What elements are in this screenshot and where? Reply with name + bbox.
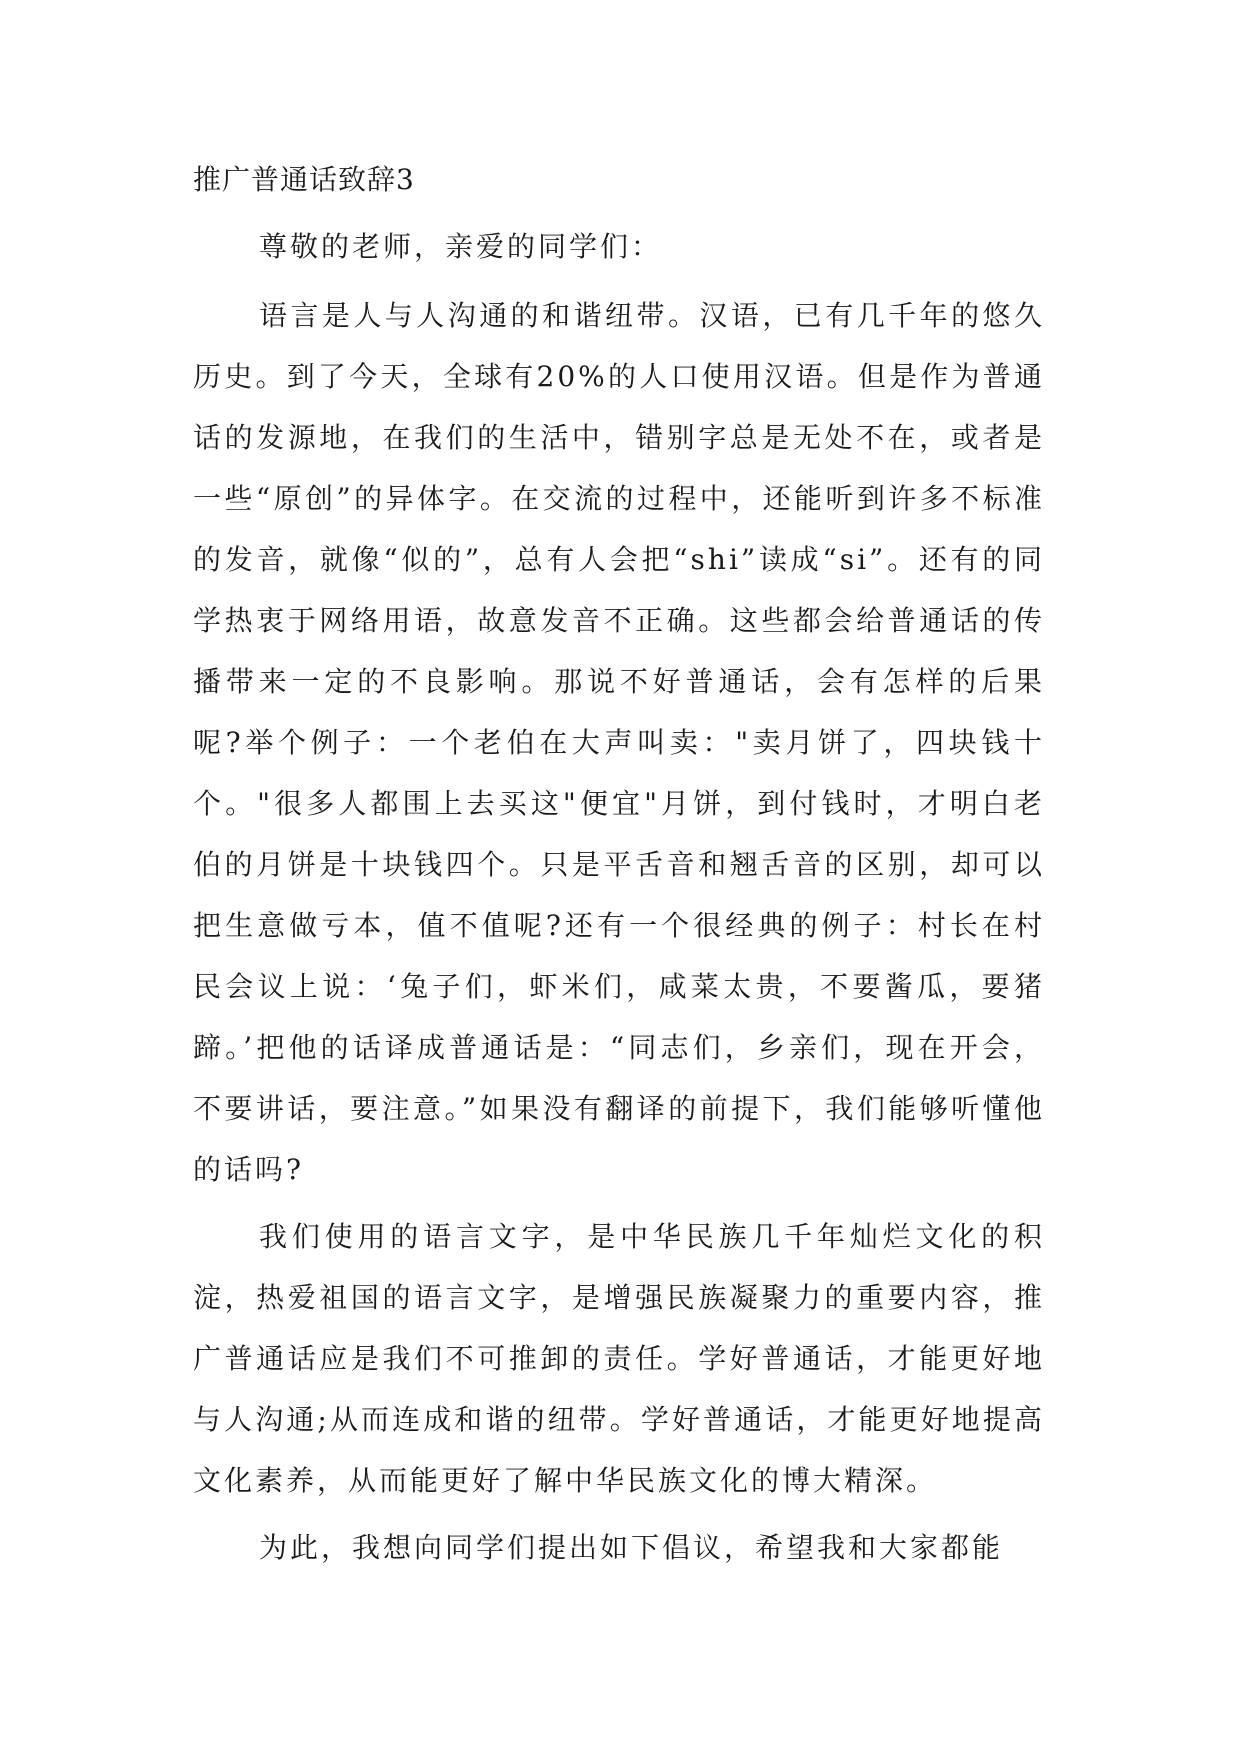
paragraph-3: 为此，我想向同学们提出如下倡议，希望我和大家都能 (259, 1531, 1004, 1564)
paragraph-2: 我们使用的语言文字，是中华民族几千年灿烂文化的积淀，热爱祖国的语言文字，是增强民族凝聚力的重要内容，推广普通话应是我们不可推卸的责任。学好普通话，才能更好地与人沟通;从而连成和谐的纽带。学好普通话，才能更好地提高文化素养，从而能更好了解中华民族文化的博大精深。 (193, 1220, 1045, 1497)
document-title: 推广普通话致辞3 (193, 163, 415, 196)
salutation: 尊敬的老师，亲爱的同学们： (259, 230, 663, 263)
document-page (193, 160, 1045, 1578)
paragraph-1: 语言是人与人沟通的和谐纽带。汉语，已有几千年的悠久历史。到了今天，全球有20%的人口使用汉语。但是作为普通话的发源地，在我们的生活中，错别字总是无处不在，或者是一些“原创”的异体字。在交流的过程中，还能听到许多不标准的发音，就像“似的”，总有人会把“shi”读成“si”。还有的同学热衷于网络用语，故意发音不正确。这些都会给普通话的传播带来一定的不良影响。那说不好普通话，会有怎样的后果呢?举个例子：一个老伯在大声叫卖："卖月饼了，四块钱十个。"很多人都围上去买这"便宜"月饼，到付钱时，才明白老伯的月饼是十块钱四个。只是平舌音和翘舌音的区别，却可以把生意做亏本，值不值呢?还有一个很经典的例子：村长在村民会议上说：‘兔子们，虾米们，咸菜太贵，不要酱瓜，要猪蹄。’把他的话译成普通话是：“同志们，乡亲们，现在开会，不要讲话，要注意。”如果没有翻译的前提下，我们能够听懂他的话吗? (193, 299, 1045, 1186)
